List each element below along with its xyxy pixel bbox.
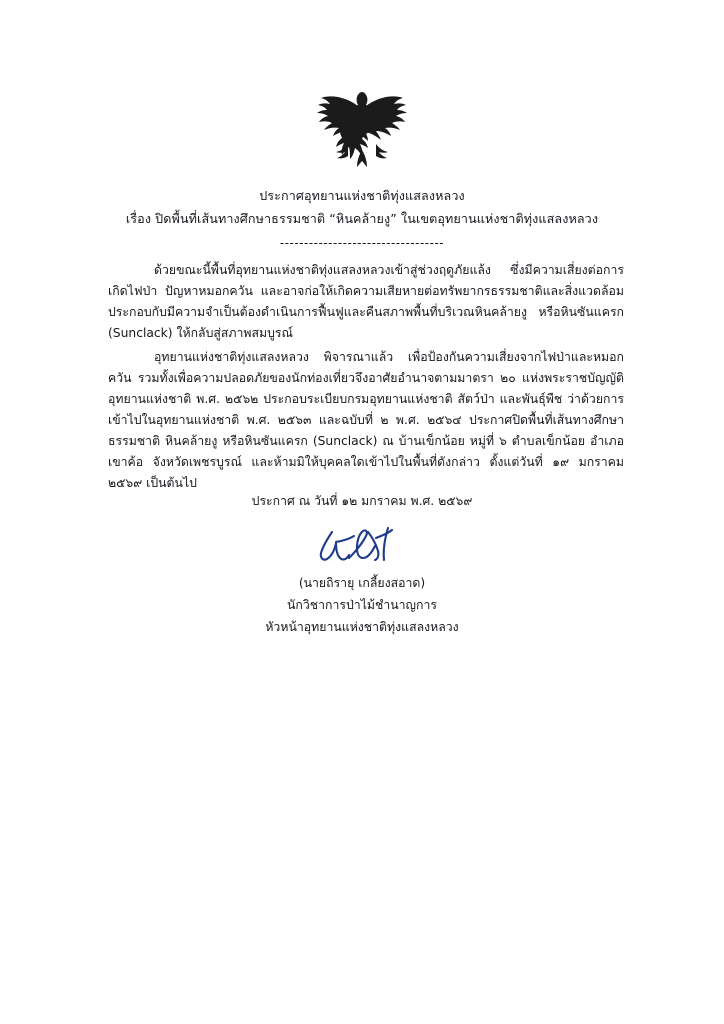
garuda-emblem-icon <box>310 88 414 180</box>
document-header <box>0 186 724 228</box>
signer-name: (นายถิรายุ เกลี้ยงสอาด) <box>298 576 426 590</box>
emblem-container <box>0 88 724 180</box>
signature-mark-icon <box>302 524 422 576</box>
paragraph-2: อุทยานแห่งชาติทุ่งแสลงหลวง พิจารณาแล้ว เพื่อป้องกันความเสี่ยงจากไฟป่าและหมอกควัน รวมทั้งเพื่อความปลอดภัยของนักท่องเที่ยวจึงอาศัยอำนาจตามมาตรา ๒๐ แห่งพระราชบัญญัติอุทยานแห่งชาติ พ.ศ. ๒๕๖๒ ประกอบระเบียบกรมอุทยานแห่งชาติ สัตว์ป่า และพันธุ์พืช ว่าด้วยการเข้าไปในอุทยานแห่งชาติ พ.ศ. ๒๕๖๓ และฉบับที่ ๒ พ.ศ. ๒๕๖๔ ประกาศปิดพื้นที่เส้นทางศึกษาธรรมชาติ หินคล้ายงู หรือหินซันแครก (Sunclack) ณ บ้านเข็กน้อย หมู่ที่ ๖ ตำบลเข็กน้อย อำเภอเขาค้อ จังหวัดเพชรบูรณ์ และห้ามมิให้บุคคลใดเข้าไปในพื้นที่ดังกล่าว ตั้งแต่วันที่ ๑๙ มกราคม ๒๕๖๙ เป็นต้นไป <box>108 349 624 491</box>
announcement-subject: เรื่อง ปิดพื้นที่เส้นทางศึกษาธรรมชาติ “หินคล้ายงู” ในเขตอุทยานแห่งชาติทุ่งแสลงหลวง <box>125 210 599 226</box>
signature-container <box>0 524 724 576</box>
paragraph-1: ด้วยขณะนี้พื้นที่อุทยานแห่งชาติทุ่งแสลงหลวงเข้าสู่ช่วงฤดูภัยแล้ง ซึ่งมีความเสี่ยงต่อการเกิดไฟป่า ปัญหาหมอกควัน และอาจก่อให้เกิดความเสียหายต่อทรัพยากรธรรมชาติและสิ่งแวดล้อม ประกอบกับมีความจำเป็นต้องดำเนินการฟื้นฟูและคืนสภาพพื้นที่บริเวณหินคล้ายงู หรือหินซันแครก (Sunclack) ให้กลับสู่สภาพสมบูรณ์ <box>108 263 624 341</box>
header-divider: ---------------------------------- <box>279 236 445 250</box>
document-body <box>108 260 624 495</box>
signer-position: นักวิชาการป่าไม้ชำนาญการ <box>287 597 437 612</box>
signer-title: หัวหน้าอุทยานแห่งชาติทุ่งแสลงหลวง <box>265 619 459 634</box>
signer-block <box>0 573 724 639</box>
announcement-title: ประกาศอุทยานแห่งชาติทุ่งแสลงหลวง <box>259 188 465 203</box>
dateline: ประกาศ ณ วันที่ ๑๒ มกราคม พ.ศ. ๒๕๖๙ <box>251 494 473 508</box>
